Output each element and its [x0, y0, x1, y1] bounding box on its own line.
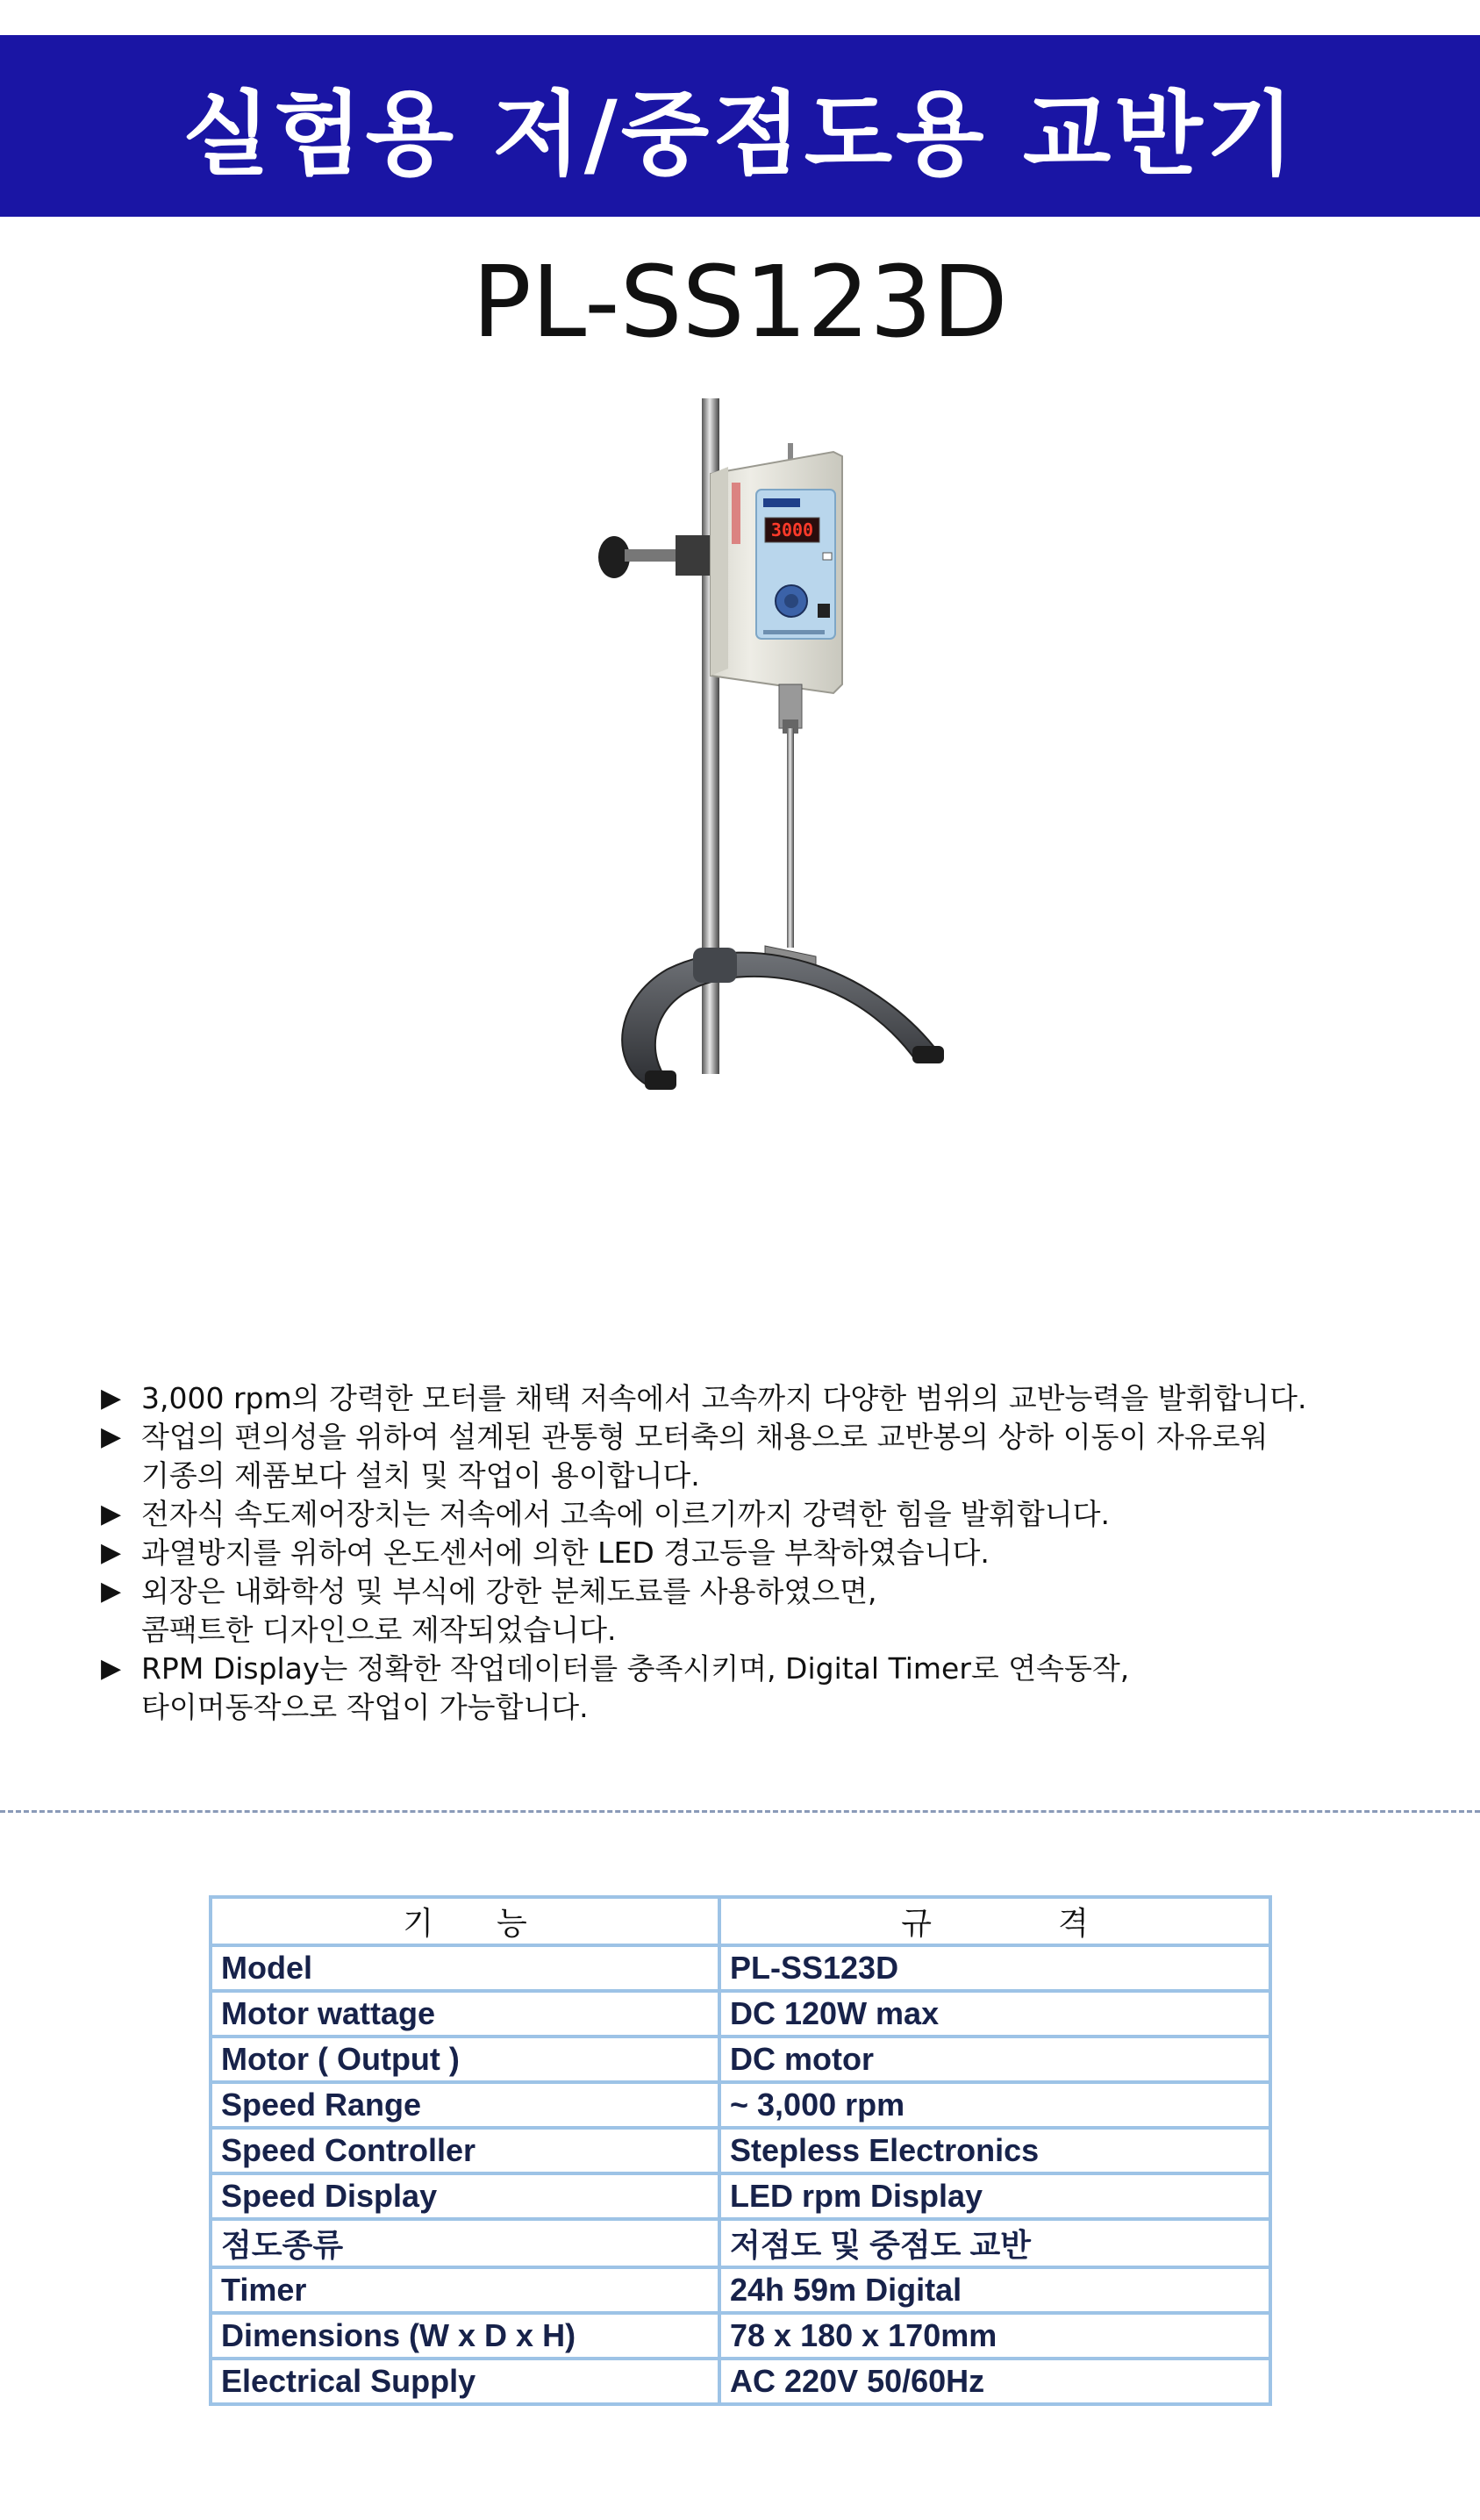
bullet-icon: ▶ [101, 1383, 122, 1414]
spec-label: Model [211, 1945, 719, 1991]
feature-text: RPM Display는 정확한 작업데이터를 충족시키며, Digital Timer로 연속동작, [141, 1651, 1130, 1686]
feature-text: 3,000 rpm의 강력한 모터를 채택 저속에서 고속까지 다양한 범위의 교반능력을 발휘합니다. [141, 1381, 1307, 1415]
spec-value: DC motor [719, 2037, 1270, 2082]
spec-label: 점도종류 [211, 2219, 719, 2267]
feature-text: 전자식 속도제어장치는 저속에서 고속에 이르기까지 강력한 힘을 발휘합니다. [141, 1497, 1111, 1531]
spec-value: LED rpm Display [719, 2173, 1270, 2219]
spec-row [211, 2082, 1270, 2128]
bullet-icon: ▶ [101, 1499, 122, 1529]
spec-label: Speed Range [211, 2082, 719, 2128]
spec-value: DC 120W max [719, 1991, 1270, 2037]
spec-table [209, 1895, 1272, 2406]
spec-label: Timer [211, 2267, 719, 2313]
spec-value: 78 x 180 x 170mm [719, 2313, 1270, 2359]
bullet-icon: ▶ [101, 1421, 122, 1452]
feature-text: 외장은 내화학성 및 부식에 강한 분체도료를 사용하였으면, [141, 1574, 877, 1608]
feature-item [101, 1379, 1417, 1418]
bullet-icon: ▶ [101, 1576, 122, 1607]
spec-row [211, 2128, 1270, 2173]
power-switch [818, 604, 830, 618]
page-title: 실험용 저/중점도용 교반기 [182, 80, 1298, 188]
spec-label: Motor wattage [211, 1991, 719, 2037]
spec-header-spec: 규 격 [719, 1897, 1270, 1945]
spec-value: AC 220V 50/60Hz [719, 2359, 1270, 2404]
spec-row [211, 2173, 1270, 2219]
title-banner [0, 35, 1480, 217]
feature-text-cont: 콤팩트한 디자인으로 제작되었습니다. [141, 1613, 617, 1647]
spec-row [211, 1945, 1270, 1991]
stand-base [622, 953, 939, 1084]
spec-row [211, 2313, 1270, 2359]
spec-value: Stepless Electronics [719, 2128, 1270, 2173]
feature-item [101, 1650, 1417, 1727]
spec-value: 저점도 및 중점도 교반 [719, 2219, 1270, 2267]
spec-value: PL-SS123D [719, 1945, 1270, 1991]
spec-label: Dimensions (W x D x H) [211, 2313, 719, 2359]
section-divider [0, 1810, 1480, 1813]
spec-row [211, 2267, 1270, 2313]
model-number: PL-SS123D [472, 246, 1008, 360]
spec-label: Electrical Supply [211, 2359, 719, 2404]
spec-value: ~ 3,000 rpm [719, 2082, 1270, 2128]
spec-header-row [211, 1897, 1270, 1945]
spec-row [211, 2219, 1270, 2267]
spec-row [211, 1991, 1270, 2037]
stirring-shaft [787, 728, 794, 948]
spec-label: Speed Display [211, 2173, 719, 2219]
feature-text: 과열방지를 위하여 온도센서에 의한 LED 경고등을 부착하였습니다. [141, 1536, 990, 1570]
spec-header-function: 기 능 [211, 1897, 719, 1945]
spec-row [211, 2037, 1270, 2082]
feature-text: 작업의 편의성을 위하여 설계된 관통형 모터축의 채용으로 교반봉의 상하 이동이 자유로워 [141, 1420, 1269, 1454]
feature-item [101, 1495, 1417, 1534]
feature-text-cont: 기종의 제품보다 설치 및 작업이 용이합니다. [141, 1458, 700, 1493]
feature-item [101, 1418, 1417, 1495]
bullet-icon: ▶ [101, 1537, 122, 1568]
led-display-value: 3000 [770, 519, 814, 541]
feature-text-cont: 타이머동작으로 작업이 가능합니다. [141, 1690, 589, 1724]
spec-label: Motor ( Output ) [211, 2037, 719, 2082]
spec-row [211, 2359, 1270, 2404]
feature-item [101, 1572, 1417, 1650]
bullet-icon: ▶ [101, 1653, 122, 1684]
spec-label: Speed Controller [211, 2128, 719, 2173]
spec-value: 24h 59m Digital [719, 2267, 1270, 2313]
feature-item [101, 1534, 1417, 1572]
product-photo [561, 386, 965, 1299]
feature-list [101, 1379, 1417, 1727]
